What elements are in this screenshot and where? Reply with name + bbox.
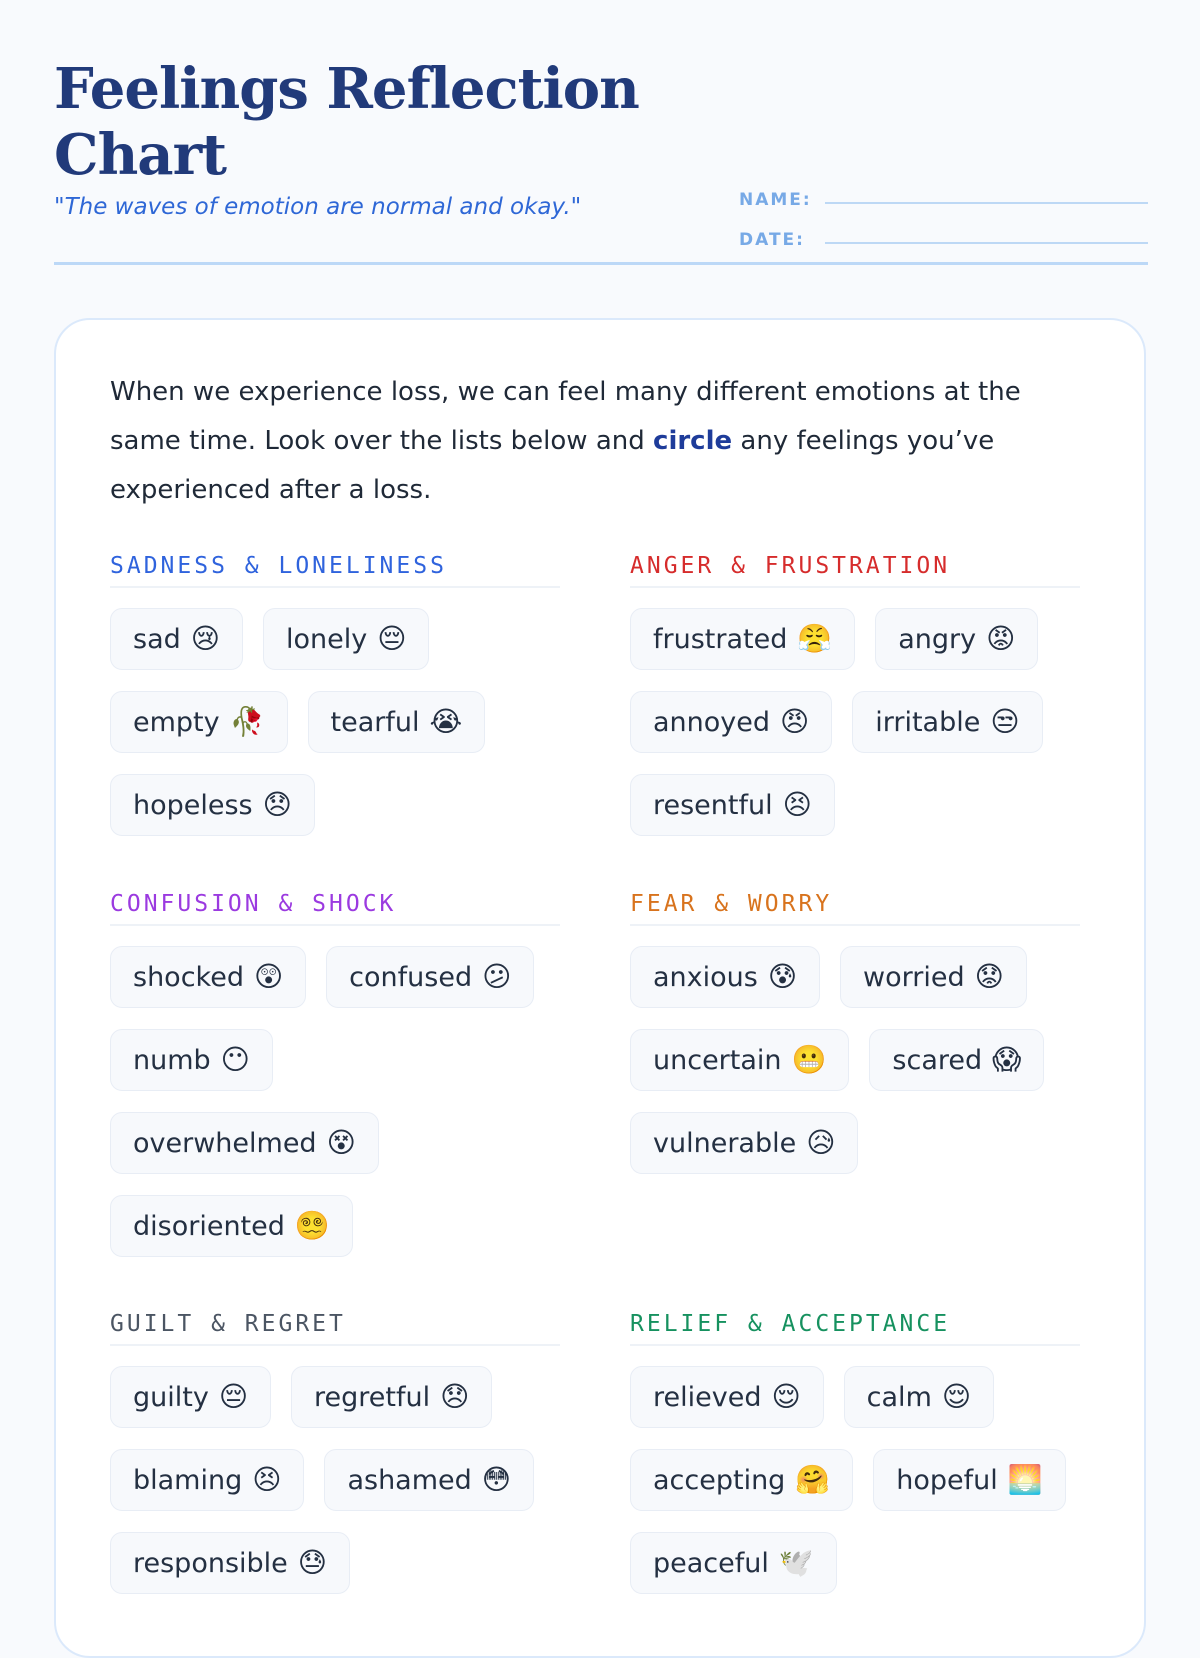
feeling-label: hopeful [896, 1464, 998, 1496]
feeling-label: sad [133, 623, 181, 655]
section-anger-frustration [630, 550, 1080, 836]
feeling-label: scared [892, 1044, 983, 1076]
feeling-label: tearful [330, 706, 420, 738]
feeling-label: annoyed [653, 706, 771, 738]
emoji-icon: 😤 [797, 622, 833, 655]
emoji-icon: 😌 [941, 1380, 972, 1413]
section-guilt-regret [110, 1308, 560, 1594]
feeling-label: shocked [133, 961, 244, 993]
section-title: FEAR & WORRY [630, 888, 1080, 926]
emoji-icon: 😳 [481, 1463, 511, 1496]
section-title: GUILT & REGRET [110, 1308, 560, 1346]
section-title: RELIEF & ACCEPTANCE [630, 1308, 1080, 1346]
feeling-chip[interactable] [110, 1449, 304, 1511]
emoji-icon: 😶 [220, 1043, 250, 1076]
section-title: SADNESS & LONELINESS [110, 550, 560, 588]
section-fear-worry [630, 888, 1080, 1174]
emoji-icon: 😟 [974, 960, 1004, 993]
feeling-label: relieved [653, 1381, 762, 1413]
feeling-chip[interactable] [630, 691, 832, 753]
feeling-chip[interactable] [869, 1029, 1044, 1091]
emoji-icon: 😣 [782, 788, 812, 821]
feeling-chip[interactable] [291, 1366, 492, 1428]
emoji-icon: 😰 [767, 960, 798, 993]
feeling-label: uncertain [653, 1044, 782, 1076]
name-field[interactable] [825, 202, 1148, 204]
date-label: DATE: [739, 230, 805, 250]
feeling-label: empty [133, 706, 220, 738]
emoji-icon: 😥 [806, 1126, 836, 1159]
emoji-icon: 😲 [253, 960, 284, 993]
section-relief-acceptance [630, 1308, 1080, 1594]
feeling-chip[interactable] [110, 1112, 379, 1174]
emoji-icon: 😵‍💫 [294, 1209, 330, 1242]
section-title: ANGER & FRUSTRATION [630, 550, 1080, 588]
feeling-list [630, 1366, 1080, 1594]
feeling-label: lonely [285, 623, 368, 655]
feeling-chip[interactable] [110, 946, 306, 1008]
feeling-chip[interactable] [873, 1449, 1065, 1511]
emoji-icon: 🥀 [229, 705, 265, 738]
student-info [739, 170, 1148, 250]
feeling-chip[interactable] [308, 691, 486, 753]
feeling-label: anxious [653, 961, 758, 993]
feeling-chip[interactable] [263, 608, 429, 670]
feeling-label: guilty [133, 1381, 209, 1413]
feeling-chip[interactable] [110, 774, 315, 836]
feeling-list [110, 1366, 560, 1594]
feelings-card [54, 318, 1146, 1658]
feeling-label: responsible [133, 1547, 288, 1579]
feeling-label: worried [863, 961, 965, 993]
feeling-label: ashamed [347, 1464, 472, 1496]
feeling-label: disoriented [133, 1210, 285, 1242]
name-label: NAME: [739, 190, 812, 210]
feeling-label: numb [133, 1044, 211, 1076]
emoji-icon: 😭 [429, 705, 463, 738]
feeling-chip[interactable] [630, 1449, 853, 1511]
feeling-chip[interactable] [875, 608, 1038, 670]
intro-emphasis: circle [653, 426, 733, 456]
emoji-icon: 😱 [992, 1043, 1022, 1076]
feeling-list [630, 946, 1080, 1174]
intro-text-before: When we experience loss, we can feel many different emotions at the same time. Look over the lists below and [110, 377, 1021, 456]
feeling-chip[interactable] [110, 1532, 350, 1594]
date-row [739, 210, 1148, 250]
section-sadness-loneliness [110, 550, 560, 836]
feeling-label: angry [898, 623, 977, 655]
feeling-chip[interactable] [630, 774, 835, 836]
feeling-chip[interactable] [110, 1029, 273, 1091]
emoji-icon: 😒 [990, 705, 1020, 738]
feeling-label: blaming [133, 1464, 243, 1496]
intro-text-after: any feelings you’ve experienced after a loss. [110, 426, 995, 505]
emoji-icon: 😔 [377, 622, 407, 655]
feeling-chip[interactable] [840, 946, 1027, 1008]
feeling-chip[interactable] [110, 1366, 271, 1428]
feeling-label: accepting [653, 1464, 786, 1496]
feeling-chip[interactable] [844, 1366, 994, 1428]
emoji-icon: 🌅 [1007, 1463, 1043, 1496]
feeling-chip[interactable] [852, 691, 1042, 753]
feeling-chip[interactable] [324, 1449, 534, 1511]
feeling-chip[interactable] [630, 1029, 849, 1091]
page-subtitle: "The waves of emotion are normal and okay." [54, 194, 582, 220]
intro-paragraph [110, 368, 1070, 515]
emoji-icon: 😣 [252, 1463, 282, 1496]
emoji-icon: 😌 [771, 1380, 801, 1413]
emoji-icon: 😞 [440, 1380, 470, 1413]
section-title: CONFUSION & SHOCK [110, 888, 560, 926]
emoji-icon: 😠 [780, 705, 810, 738]
emoji-icon: 😢 [190, 622, 220, 655]
emoji-icon: 😞 [262, 788, 292, 821]
feeling-label: resentful [653, 789, 773, 821]
section-confusion-shock [110, 888, 560, 1257]
feeling-chip[interactable] [110, 608, 243, 670]
feeling-chip[interactable] [630, 1532, 837, 1594]
feeling-list [110, 608, 560, 836]
feeling-label: peaceful [653, 1547, 769, 1579]
emoji-icon: 🕊️ [778, 1546, 814, 1579]
feeling-label: hopeless [133, 789, 253, 821]
emoji-icon: 😵 [326, 1126, 356, 1159]
feeling-chip[interactable] [110, 1195, 353, 1257]
feeling-label: calm [866, 1381, 932, 1413]
feeling-label: irritable [875, 706, 981, 738]
feeling-chip[interactable] [110, 691, 288, 753]
emoji-icon: 😬 [791, 1043, 827, 1076]
feeling-chip[interactable] [630, 1366, 824, 1428]
feeling-chip[interactable] [630, 1112, 858, 1174]
feeling-list [630, 608, 1080, 836]
page-title: Feelings Reflection Chart [54, 56, 639, 188]
page-header [54, 56, 1148, 265]
feeling-chip[interactable] [326, 946, 534, 1008]
emoji-icon: 😔 [218, 1380, 249, 1413]
emoji-icon: 😕 [482, 960, 512, 993]
feeling-chip[interactable] [630, 608, 855, 670]
feeling-label: vulnerable [653, 1127, 797, 1159]
feeling-label: frustrated [653, 623, 788, 655]
emoji-icon: 😡 [986, 622, 1016, 655]
feeling-label: regretful [314, 1381, 431, 1413]
emoji-icon: 😓 [297, 1546, 327, 1579]
feeling-list [110, 946, 560, 1257]
feeling-label: confused [349, 961, 473, 993]
name-row [739, 170, 1148, 210]
date-field[interactable] [825, 242, 1148, 244]
feeling-chip[interactable] [630, 946, 820, 1008]
emoji-icon: 🤗 [795, 1463, 831, 1496]
feeling-label: overwhelmed [133, 1127, 317, 1159]
